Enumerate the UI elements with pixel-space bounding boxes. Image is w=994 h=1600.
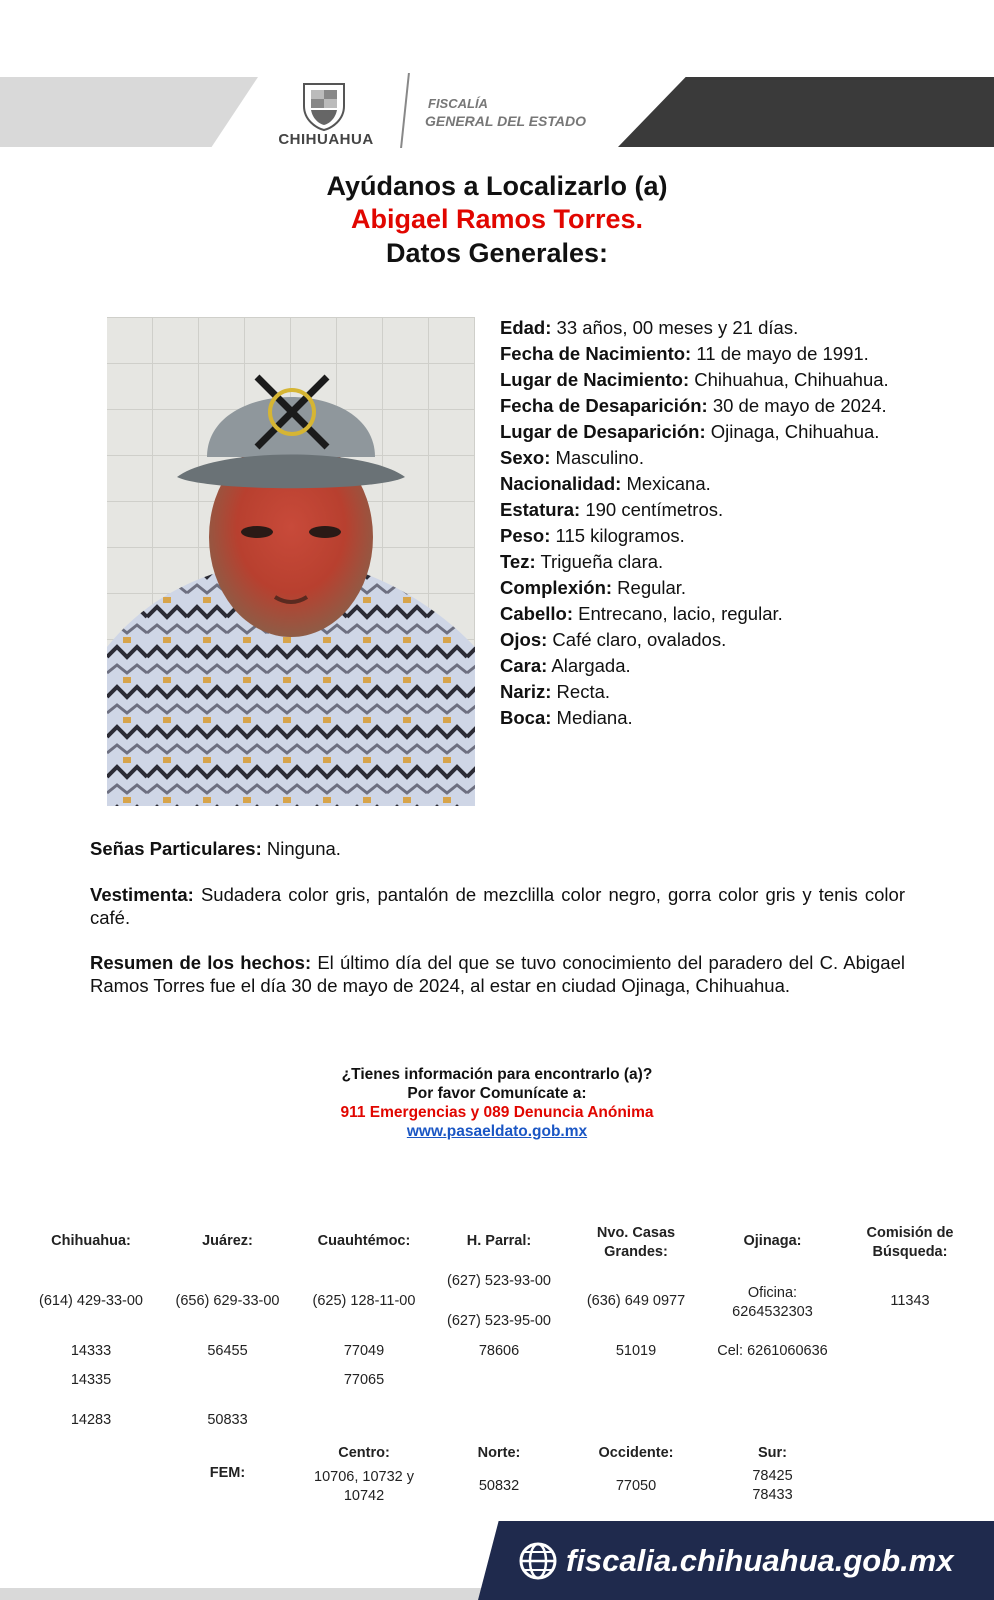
fem-norte-head: Norte: xyxy=(477,1445,521,1461)
col-head-comision-busqueda: Comisión de Búsqueda: xyxy=(866,1225,954,1260)
missing-person-photo xyxy=(107,317,475,806)
detail-disappearance-date: Fecha de Desaparición: 30 de mayo de 2024. xyxy=(500,395,887,416)
cuauhtemoc-ext2: 77065 xyxy=(343,1372,385,1388)
parral-ext1: 78606 xyxy=(478,1343,520,1359)
col-head-ojinaga: Ojinaga: xyxy=(743,1233,802,1249)
detail-eyes: Ojos: Café claro, ovalados. xyxy=(500,629,727,650)
detail-nationality: Nacionalidad: Mexicana. xyxy=(500,473,711,494)
fem-centro-head: Centro: xyxy=(338,1445,390,1461)
parral-phone2: (627) 523-95-00 xyxy=(447,1313,551,1329)
fem-label: FEM: xyxy=(209,1465,246,1481)
contact-please: Por favor Comunícate a: xyxy=(407,1085,587,1102)
parral-phone1: (627) 523-93-00 xyxy=(447,1273,551,1289)
contact-question: ¿Tienes información para encontrarlo (a)? xyxy=(341,1066,653,1083)
detail-height: Estatura: 190 centímetros. xyxy=(500,499,724,520)
chihuahua-ext2: 14335 xyxy=(70,1372,112,1388)
header-band-left xyxy=(0,77,258,147)
contact-emergency: 911 Emergencias y 089 Denuncia Anónima xyxy=(340,1104,654,1121)
title-help-locate: Ayúdanos a Localizarlo (a) xyxy=(326,171,668,201)
detail-mouth: Boca: Mediana. xyxy=(500,707,633,728)
detail-complexion-skin: Tez: Trigueña clara. xyxy=(500,551,664,572)
globe-icon xyxy=(518,1541,558,1581)
chihuahua-ext3: 14283 xyxy=(70,1412,112,1428)
footer-grey-band xyxy=(0,1588,500,1600)
col-head-cuauhtemoc: Cuauhtémoc: xyxy=(317,1233,411,1249)
title-general-data: Datos Generales: xyxy=(385,238,609,268)
agency-line2: GENERAL DEL ESTADO xyxy=(425,113,587,129)
comision-phone: 11343 xyxy=(890,1293,930,1309)
cuauhtemoc-phone: (625) 128-11-00 xyxy=(312,1293,416,1309)
contact-url-link[interactable]: www.pasaeldato.gob.mx xyxy=(406,1123,588,1140)
fem-sur-ext2: 78433 xyxy=(752,1487,793,1503)
detail-sex: Sexo: Masculino. xyxy=(500,447,644,468)
juarez-ext1: 56455 xyxy=(207,1343,248,1359)
detail-disappearance-place: Lugar de Desaparición: Ojinaga, Chihuahua. xyxy=(500,421,880,442)
detail-build: Complexión: Regular. xyxy=(500,577,687,598)
detail-weight: Peso: 115 kilogramos. xyxy=(500,525,685,546)
detail-birth-place: Lugar de Nacimiento: Chihuahua, Chihuahua. xyxy=(500,369,889,390)
col-head-nvo-casas-grandes: Nvo. Casas Grandes: xyxy=(596,1225,676,1260)
detail-face: Cara: Alargada. xyxy=(500,655,631,676)
ojinaga-cel: Cel: 6261060636 xyxy=(717,1343,828,1359)
fem-occidente-head: Occidente: xyxy=(598,1445,674,1461)
fem-sur-ext1: 78425 xyxy=(752,1468,793,1484)
fem-norte-ext: 50832 xyxy=(478,1478,520,1494)
chihuahua-ext1: 14333 xyxy=(70,1343,112,1359)
state-name: CHIHUAHUA xyxy=(278,131,374,148)
agency-line1: FISCALÍA xyxy=(428,96,488,111)
col-head-parral: H. Parral: xyxy=(466,1233,532,1249)
detail-birth-date: Fecha de Nacimiento: 11 de mayo de 1991. xyxy=(500,343,869,364)
fem-centro-ext: 10706, 10732 y 10742 xyxy=(314,1469,414,1504)
nvo-casas-phone: (636) 649 0977 xyxy=(586,1293,686,1309)
header-band-right xyxy=(618,77,994,147)
col-head-juarez: Juárez: xyxy=(202,1233,253,1249)
detail-hair: Cabello: Entrecano, lacio, regular. xyxy=(500,603,783,624)
juarez-phone: (656) 629-33-00 xyxy=(175,1293,280,1309)
missing-person-name: Abigael Ramos Torres. xyxy=(350,204,644,234)
detail-age: Edad: 33 años, 00 meses y 21 días. xyxy=(500,317,799,338)
general-details-list xyxy=(500,315,910,731)
ojinaga-office: Oficina: 6264532303 xyxy=(732,1285,813,1320)
col-head-chihuahua: Chihuahua: xyxy=(51,1233,131,1249)
footer-url-link[interactable]: fiscalia.chihuahua.gob.mx xyxy=(566,1543,954,1578)
fem-occidente-ext: 77050 xyxy=(615,1478,657,1494)
nvo-casas-ext1: 51019 xyxy=(615,1343,657,1359)
header-divider xyxy=(400,73,410,148)
chihuahua-phone: (614) 429-33-00 xyxy=(39,1293,143,1309)
summary-of-facts: Resumen de los hechos: El último día del que se tuvo conocimiento del paradero del C. Abigael Ramos Torres fue el día 30 de mayo de 2024, al estar en ciudad Ojinaga, Chihuahua. xyxy=(90,952,905,996)
cuauhtemoc-ext1: 77049 xyxy=(343,1343,385,1359)
distinguishing-marks: Señas Particulares: Ninguna. xyxy=(90,838,341,859)
state-shield-icon xyxy=(298,80,350,132)
juarez-ext3: 50833 xyxy=(207,1412,248,1428)
clothing: Vestimenta: Sudadera color gris, pantalón de mezclilla color negro, gorra color gris y tenis color café. xyxy=(90,884,905,928)
detail-nose: Nariz: Recta. xyxy=(500,681,611,702)
fem-sur-head: Sur: xyxy=(758,1445,787,1461)
